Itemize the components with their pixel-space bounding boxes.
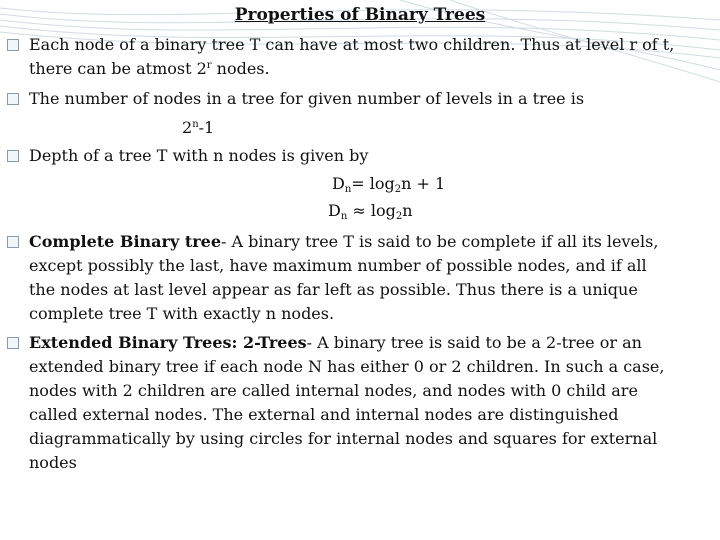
bullet-square-icon xyxy=(7,39,19,51)
term-extended-binary-trees: Extended Binary Trees: 2-Trees xyxy=(29,333,307,352)
formula-depth-exact: $D_n= \log_2n + 1$ xyxy=(332,174,446,195)
bullet-4-line-4: complete tree T with exactly n nodes. xyxy=(29,304,335,323)
bullet-2 xyxy=(7,87,707,111)
formula-node-count: 2$^n$-1 xyxy=(182,118,215,137)
bullet-4-line-3: the nodes at last level appear as far left as possible. Thus there is a unique xyxy=(29,280,638,299)
formula-depth-approx: $D_n \approx \log_2n$ xyxy=(328,201,413,222)
bullet-5-line-1: Extended Binary Trees: 2-Trees- A binary tree is said to be a 2-tree or an xyxy=(29,333,642,352)
bullet-square-icon xyxy=(7,93,19,105)
bullet-5-line-2: extended binary tree if each node N has either 0 or 2 children. In such a case, xyxy=(29,357,665,376)
bullet-4-line-1: Complete Binary tree- A binary tree T is said to be complete if all its levels, xyxy=(29,232,659,251)
bullet-1-line-2: there can be atmost 2$^r$ nodes. xyxy=(29,59,270,78)
bullet-1 xyxy=(7,33,707,81)
bullet-square-icon xyxy=(7,236,19,248)
bullet-3 xyxy=(7,144,707,168)
bullet-1-line-1: Each node of a binary tree T can have at most two children. Thus at level r of t, xyxy=(29,35,675,54)
bullet-4 xyxy=(7,230,707,326)
bullet-5-line-4: called external nodes. The external and internal nodes are distinguished xyxy=(29,405,619,424)
bullet-square-icon xyxy=(7,150,19,162)
bullet-5-line-5: diagrammatically by using circles for internal nodes and squares for external xyxy=(29,429,658,448)
bullet-5-line-6: nodes xyxy=(29,453,77,472)
bullet-2-text: The number of nodes in a tree for given number of levels in a tree is xyxy=(29,89,585,108)
term-complete-binary-tree: Complete Binary tree xyxy=(29,232,221,251)
bullet-5 xyxy=(7,331,707,475)
slide-title: Properties of Binary Trees xyxy=(234,5,486,25)
bullet-square-icon xyxy=(7,337,19,349)
bullet-4-line-2: except possibly the last, have maximum number of possible nodes, and if all xyxy=(29,256,647,275)
bullet-3-text: Depth of a tree T with n nodes is given by xyxy=(29,146,369,165)
bullet-5-line-3: nodes with 2 children are called internal nodes, and nodes with 0 child are xyxy=(29,381,638,400)
